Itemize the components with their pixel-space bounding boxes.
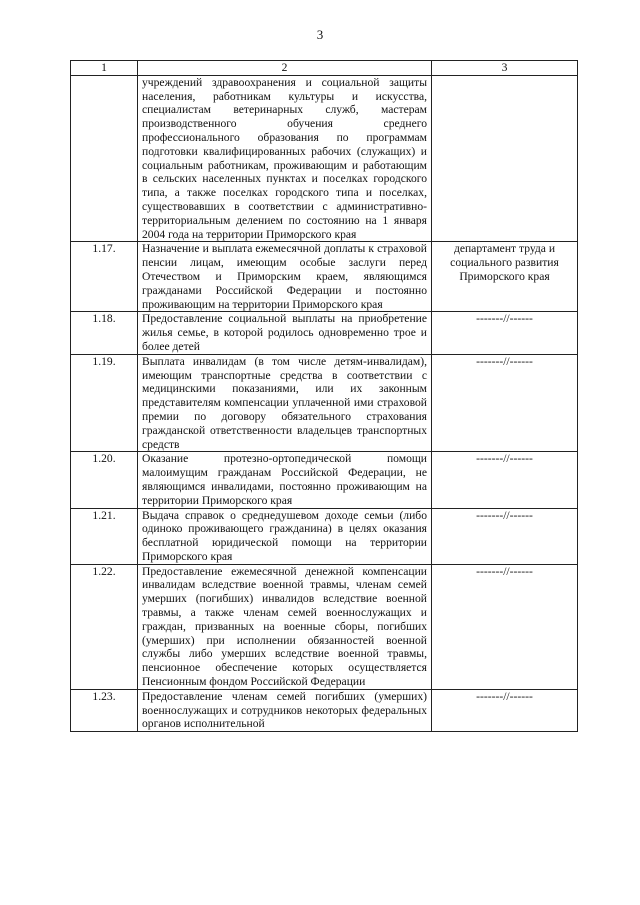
row-number: 1.18. xyxy=(71,312,138,354)
row-responsible: -------//------ xyxy=(432,564,578,689)
table-header-row xyxy=(71,61,578,76)
header-col-1: 1 xyxy=(71,61,138,76)
row-number: 1.19. xyxy=(71,354,138,452)
row-service-text: Предоставление ежемесячной денежной компенсации инвалидам вследствие военной травмы, членам семей умерших (погибших) инвалидов вследствие военной травмы, а также членам семей военнослужащих и граждан, призванных на военные сборы, погибших (умерших) при исполнении обязанностей военной службы либо умерших вследствие военной травмы, пенсионное обеспечение которых осуществляется Пенсионным фондом Российской Федерации xyxy=(138,564,432,689)
table-row xyxy=(71,242,578,312)
row-responsible: департамент труда и социального развития Приморского края xyxy=(432,242,578,312)
table-row xyxy=(71,312,578,354)
row-responsible: -------//------ xyxy=(432,508,578,564)
row-service-text: Выплата инвалидам (в том числе детям-инвалидам), имеющим транспортные средства в соответствии с медицинскими показаниями, или их законным представителям компенсации уплаченной ими страховой премии по договору обязательного страхования гражданской ответственности владельцев транспортных средств xyxy=(138,354,432,452)
table-row xyxy=(71,508,578,564)
table-row xyxy=(71,564,578,689)
table-row xyxy=(71,75,578,242)
header-col-2: 2 xyxy=(138,61,432,76)
row-responsible: -------//------ xyxy=(432,452,578,508)
page-number: 3 xyxy=(316,27,324,42)
header-col-3: 3 xyxy=(432,61,578,76)
row-service-text: Назначение и выплата ежемесячной доплаты к страховой пенсии лицам, имеющим особые заслуги перед Отечеством и Приморским краем, являющимся гражданами Российской Федерации и постоянно проживающим на территории Приморского края xyxy=(138,242,432,312)
row-number xyxy=(71,75,138,242)
row-responsible: -------//------ xyxy=(432,312,578,354)
table-row xyxy=(71,689,578,731)
row-responsible: -------//------ xyxy=(432,354,578,452)
row-responsible xyxy=(432,75,578,242)
services-table xyxy=(70,60,578,732)
row-number: 1.17. xyxy=(71,242,138,312)
row-number: 1.20. xyxy=(71,452,138,508)
row-number: 1.22. xyxy=(71,564,138,689)
row-responsible: -------//------ xyxy=(432,689,578,731)
row-service-text: Предоставление членам семей погибших (умерших) военнослужащих и сотрудников некоторых федеральных органов исполнительной xyxy=(138,689,432,731)
row-number: 1.23. xyxy=(71,689,138,731)
row-service-text: Оказание протезно-ортопедической помощи малоимущим гражданам Российской Федерации, не являющимся инвалидами, постоянно проживающим на территории Приморского края xyxy=(138,452,432,508)
row-service-text: Предоставление социальной выплаты на приобретение жилья семье, в которой родилось одновременно трое и более детей xyxy=(138,312,432,354)
row-service-text: Выдача справок о среднедушевом доходе семьи (либо одиноко проживающего гражданина) в целях оказания бесплатной юридической помощи на территории Приморского края xyxy=(138,508,432,564)
row-number: 1.21. xyxy=(71,508,138,564)
table-row xyxy=(71,354,578,452)
table-row xyxy=(71,452,578,508)
row-service-text: учреждений здравоохранения и социальной защиты населения, работникам культуры и искусства, специалистам ветеринарных служб, мастерам производственного обучения среднего профессионального образования по программам подготовки квалифицированных рабочих (служащих) и социальным работникам, проживающим и работающим в сельских населенных пунктах и поселках городского типа, а также поселках городского типа и поселках, существовавших в соответствии с административно-территориальным делением по состоянию на 1 января 2004 года на территории Приморского края xyxy=(138,75,432,242)
